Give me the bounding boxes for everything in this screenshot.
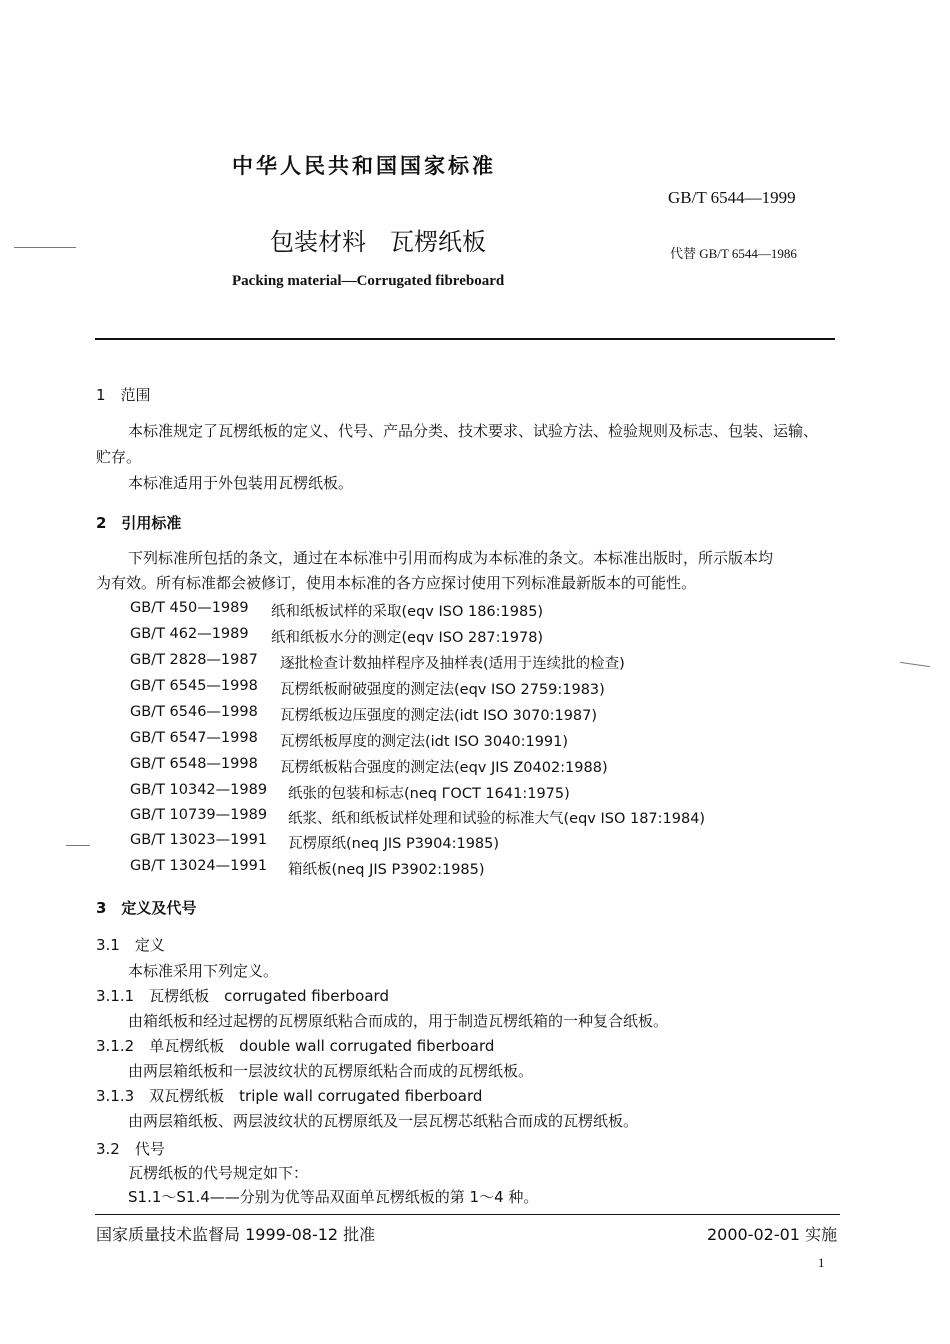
reference-title: 纸张的包装和标志(neq ГОСТ 1641:1975) xyxy=(288,786,570,802)
scan-mark xyxy=(900,662,930,667)
page-number: 1 xyxy=(818,1255,825,1270)
reference-item xyxy=(130,832,500,852)
reference-title: 瓦楞纸板边压强度的测定法(idt ISO 3070:1987) xyxy=(280,708,598,724)
reference-title: 箱纸板(neq JIS P3902:1985) xyxy=(288,862,485,878)
section-3-1-1-heading: 3.1.1 瓦楞纸板 corrugated fiberboard xyxy=(96,987,389,1005)
reference-code: GB/T 6547—1998 xyxy=(130,730,258,746)
reference-title: 瓦楞纸板耐破强度的测定法(eqv ISO 2759:1983) xyxy=(280,682,605,698)
reference-title: 瓦楞原纸(neq JIS P3904:1985) xyxy=(288,836,500,852)
reference-item xyxy=(130,730,569,750)
reference-code: GB/T 450—1989 xyxy=(130,600,249,616)
english-title: Packing material—Corrugated fibreboard xyxy=(232,273,505,289)
section-3-1-text: 本标准采用下列定义。 xyxy=(128,962,279,980)
reference-item xyxy=(130,756,608,776)
reference-title: 逐批检查计数抽样程序及抽样表(适用于连续批的检查) xyxy=(280,656,625,672)
national-standard-label: 中华人民共和国国家标准 xyxy=(232,154,496,178)
reference-code: GB/T 13023—1991 xyxy=(130,832,268,848)
reference-item xyxy=(130,858,485,878)
reference-code: GB/T 6548—1998 xyxy=(130,756,258,772)
reference-title: 纸和纸板水分的测定(eqv ISO 287:1978) xyxy=(271,630,544,646)
implementation-date: 2000-02-01 实施 xyxy=(707,1225,838,1244)
section-3-1-2-text: 由两层箱纸板和一层波纹状的瓦楞原纸粘合而成的瓦楞纸板。 xyxy=(128,1062,534,1080)
section-3-1-3-text: 由两层箱纸板、两层波纹状的瓦楞原纸及一层瓦楞芯纸粘合而成的瓦楞纸板。 xyxy=(128,1112,639,1130)
reference-item xyxy=(130,600,544,620)
replaces-standard: 代替 GB/T 6544—1986 xyxy=(670,246,797,261)
header-divider xyxy=(95,338,835,340)
reference-title: 瓦楞纸板厚度的测定法(idt ISO 3040:1991) xyxy=(280,734,569,750)
footer-divider xyxy=(95,1214,840,1215)
reference-title: 纸浆、纸和纸板试样处理和试验的标准大气(eqv ISO 187:1984) xyxy=(288,811,706,827)
section-1-heading: 1 范围 xyxy=(96,386,151,404)
scan-mark xyxy=(66,845,90,846)
reference-item xyxy=(130,807,706,827)
section-3-1-heading: 3.1 定义 xyxy=(96,936,165,954)
reference-item xyxy=(130,626,544,646)
reference-title: 瓦楞纸板粘合强度的测定法(eqv JIS Z0402:1988) xyxy=(280,760,608,776)
section-2-heading: 2 引用标准 xyxy=(96,514,182,532)
section-2-intro-line-2: 为有效。所有标准都会被修订，使用本标准的各方应探讨使用下列标准最新版本的可能性。 xyxy=(96,574,697,592)
section-3-2-text-1: 瓦楞纸板的代号规定如下： xyxy=(128,1164,309,1182)
document-title: 包装材料 瓦楞纸板 xyxy=(270,228,486,256)
reference-code: GB/T 13024—1991 xyxy=(130,858,268,874)
reference-code: GB/T 462—1989 xyxy=(130,626,249,642)
section-1-para-1-line-2: 贮存。 xyxy=(96,448,142,466)
reference-item xyxy=(130,704,598,724)
section-1-para-1-line-1: 本标准规定了瓦楞纸板的定义、代号、产品分类、技术要求、试验方法、检验规则及标志、包装、运输、 xyxy=(128,422,819,440)
reference-item xyxy=(130,652,625,672)
section-3-1-1-text: 由箱纸板和经过起楞的瓦楞原纸粘合而成的，用于制造瓦楞纸箱的一种复合纸板。 xyxy=(128,1012,669,1030)
reference-code: GB/T 6545—1998 xyxy=(130,678,258,694)
reference-item xyxy=(130,782,570,802)
scan-mark xyxy=(14,247,76,248)
standard-number: GB/T 6544—1999 xyxy=(668,188,796,207)
reference-title: 纸和纸板试样的采取(eqv ISO 186:1985) xyxy=(271,604,544,620)
approval-line: 国家质量技术监督局 1999-08-12 批准 xyxy=(96,1225,376,1244)
section-1-para-2: 本标准适用于外包装用瓦楞纸板。 xyxy=(128,474,354,492)
section-2-intro-line-1: 下列标准所包括的条文，通过在本标准中引用而构成为本标准的条文。本标准出版时，所示版本均 xyxy=(128,549,774,567)
section-3-heading: 3 定义及代号 xyxy=(96,899,197,917)
section-3-1-2-heading: 3.1.2 单瓦楞纸板 double wall corrugated fiberboard xyxy=(96,1037,495,1055)
section-3-2-text-2: S1.1～S1.4——分别为优等品双面单瓦楞纸板的第 1～4 种。 xyxy=(128,1188,539,1206)
section-3-2-heading: 3.2 代号 xyxy=(96,1140,165,1158)
section-3-1-3-heading: 3.1.3 双瓦楞纸板 triple wall corrugated fiberboard xyxy=(96,1087,483,1105)
reference-code: GB/T 10342—1989 xyxy=(130,782,268,798)
reference-code: GB/T 2828—1987 xyxy=(130,652,258,668)
reference-item xyxy=(130,678,605,698)
reference-code: GB/T 10739—1989 xyxy=(130,807,268,823)
reference-code: GB/T 6546—1998 xyxy=(130,704,258,720)
